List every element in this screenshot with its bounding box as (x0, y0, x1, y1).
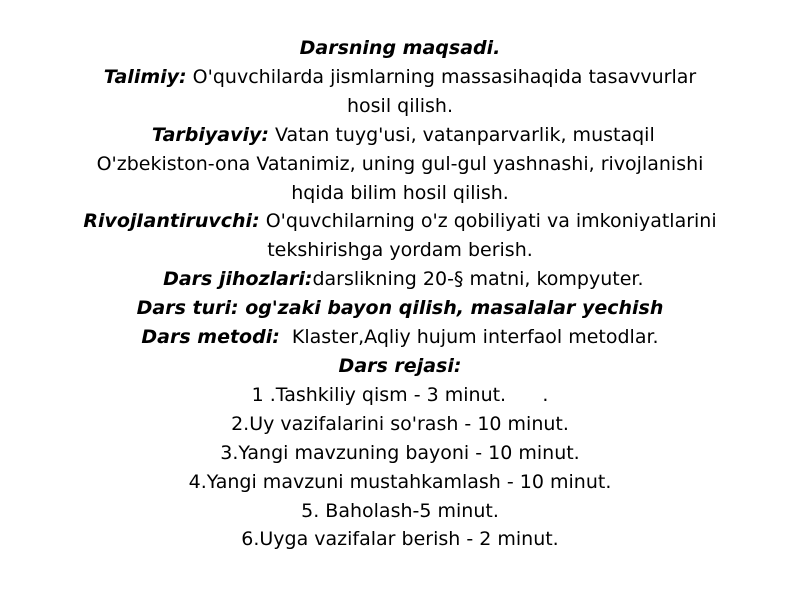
plan-item-4: 4.Yangi mavzuni mustahkamlash - 10 minut. (188, 470, 612, 493)
plan-item-6: 6.Uyga vazifalar berish - 2 minut. (241, 528, 559, 551)
plan-item-3: 3.Yangi mavzuning bayoni - 10 minut. (220, 441, 580, 464)
jihozlar-label: Dars jihozlari: (156, 268, 313, 291)
plan-item-5: 5. Baholash-5 minut. (301, 499, 499, 522)
talimiy-line-2: hosil qilish. (346, 94, 454, 117)
lesson-plan-document (0, 34, 800, 554)
jihozlar-line (0, 265, 800, 294)
dars-rejasi-heading: Dars rejasi: (338, 354, 462, 377)
rivojlantiruvchi-text-1: O'quvchilarning o'z qobiliyati va imkoniyatlarini (259, 210, 717, 233)
tarbiyaviy-line-2: O'zbekiston-ona Vatanimiz, uning gul-gul yashnashi, rivojlanishi (96, 152, 704, 175)
talimiy-line-1 (0, 63, 800, 92)
plan-item-1: 1 .Tashkiliy qism - 3 minut. . (251, 383, 549, 406)
dars-metodi-line (0, 323, 800, 352)
tarbiyaviy-line-3: hqida bilim hosil qilish. (291, 181, 509, 204)
rivojlantiruvchi-line-2: tekshirishga yordam berish. (267, 239, 533, 262)
document-title: Darsning maqsadi. (299, 37, 501, 59)
plan-item-2: 2.Uy vazifalarini so'rash - 10 minut. (231, 412, 569, 435)
talimiy-label: Talimiy: (103, 65, 187, 88)
tarbiyaviy-line-1 (0, 121, 800, 150)
talimiy-text-1: O'quvchilarda jismlarning massasihaqida tasavvurlar (186, 65, 697, 88)
tarbiyaviy-text-1: Vatan tuyg'usi, vatanparvarlik, mustaqil (268, 123, 655, 146)
tarbiyaviy-label: Tarbiyaviy: (145, 123, 269, 146)
jihozlar-text: darslikning 20-§ matni, kompyuter. (312, 268, 644, 291)
dars-turi-line: Dars turi: og'zaki bayon qilish, masalalar yechish (136, 297, 664, 320)
rivojlantiruvchi-line-1 (0, 207, 800, 236)
rivojlantiruvchi-label: RivojIantiruvchi: (83, 210, 260, 233)
dars-metodi-text: Klaster,Aqliy hujum interfaol metodlar. (279, 326, 659, 349)
dars-metodi-label: Dars metodi: (141, 326, 280, 349)
